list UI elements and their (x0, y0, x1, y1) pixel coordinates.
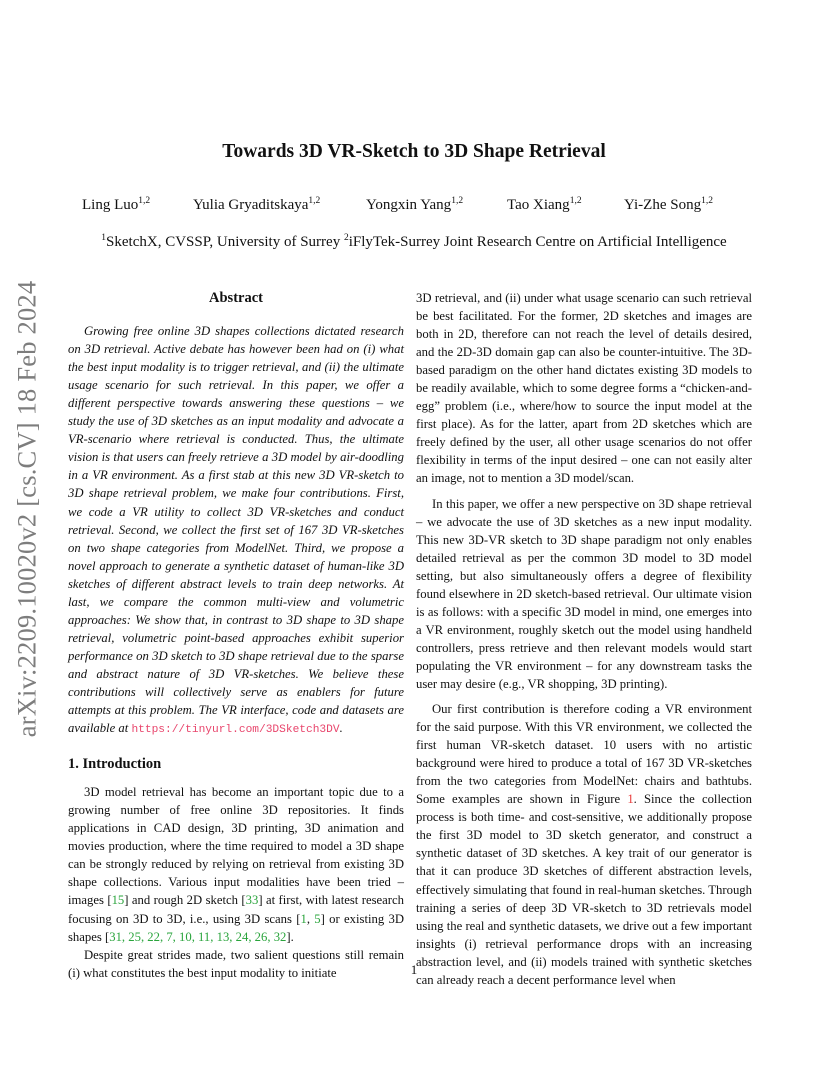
intro-paragraph-1 (68, 783, 404, 945)
author-5 (624, 196, 713, 214)
paper-title: Towards 3D VR-Sketch to 3D Shape Retrieval (222, 141, 606, 162)
author-name: Tao Xiang (507, 197, 570, 213)
citation-link[interactable]: 33 (245, 893, 259, 908)
affiliations (0, 233, 828, 251)
author-affil-mark: 1,2 (308, 196, 321, 206)
arxiv-identifier (7, 280, 47, 737)
citation-link[interactable]: 5 (314, 911, 321, 926)
right-column (416, 289, 752, 996)
author-affil-mark: 1,2 (569, 196, 582, 206)
introduction-body (68, 783, 404, 982)
section-heading-introduction: 1. Introduction (68, 756, 162, 773)
author-name: Yongxin Yang (366, 197, 452, 213)
right-paragraph-2: In this paper, we offer a new perspective on 3D shape retrieval – we advocate the use of 3D sketches as a new input modality. This new 3D-VR sketch to 3D shape paradigm not only enables detailed retrieval as per the common 3D model to 3D model setting, but also simultaneously offers a degree of flexibility found elsewhere in 2D sketch-based retrieval. Our ultimate vision is as follows: with a specific 3D model in mind, one emerges into a VR environment, roughly sketch out the model using handheld controllers, press retrieve and then relevant models would start populating the VR environment – for any downstream tasks the user may desire (e.g., VR shopping, 3D printing). (416, 496, 752, 691)
code-link[interactable]: https://tinyurl.com/3DSketch3DV (131, 724, 340, 737)
text-run: ]. (286, 929, 294, 944)
left-column (68, 289, 404, 982)
abstract-end: . (339, 721, 343, 736)
author-2 (193, 196, 320, 214)
author-1 (82, 196, 150, 214)
abstract-heading: Abstract (209, 290, 263, 306)
author-affil-mark: 1,2 (138, 196, 151, 206)
citation-link[interactable]: 15 (111, 893, 125, 908)
affil-mark-2: 2 (343, 233, 349, 243)
text-run: 3D model retrieval has become an important topic due to a growing number of free online 3D repositories. It finds applications in CAD design, 3D printing, 3D animation and movies production, where the time required to model a 3D shape can be strongly reduced by relying on retrieval from existing 3D shape collections. Various input modalities have been tried – images [ (68, 785, 404, 908)
affiliation-1: SketchX, CVSSP, University of Surrey (106, 234, 344, 250)
author-name: Yi-Zhe Song (624, 197, 702, 213)
text-run: ] and rough 2D sketch [ (124, 893, 246, 908)
intro-paragraph-2: Despite great strides made, two salient questions still remain (i) what constitutes the best input modality to initiate (68, 947, 404, 980)
page-number: 1 (410, 962, 418, 977)
abstract-text (68, 322, 404, 739)
author-affil-mark: 1,2 (701, 196, 713, 206)
text-run: , (306, 911, 315, 926)
author-name: Yulia Gryaditskaya (193, 197, 309, 213)
right-paragraph-1: 3D retrieval, and (ii) under what usage scenario can such retrieval be best facilitated. For the former, 2D sketches and images are both in 2D, therefore can not reach the level of details desired, and the 2D-3D domain gap can also be counter-intuitive. The 3D-based paradigm on the other hand dictates existing 3D models to be readily available, which to some degree forms a “chicken-and-egg” problem (i.e., where/how to source the input model at the first place). As for the latter, apart from 2D sketches which are freely defined by the user, all other usage scenarios do not offer flexibility in terms of the input desired – one can not easily alter an image, not to mention a 3D model/scan. (416, 291, 752, 486)
author-list (0, 196, 828, 216)
abstract-body: Growing free online 3D shapes collections dictated research on 3D retrieval. Active debate has however been had on (i) what the best input modality is to trigger retrieval, and (ii) the ultimate usage scenario for such retrieval. In this paper, we offer a different perspective towards answering these questions – we study the use of 3D sketches as an input modality and advocate a VR-scenario where retrieval is conducted. Thus, the ultimate vision is that users can freely retrieve a 3D model by air-doodling in a VR environment. As a first stab at this new 3D VR-sketch to 3D shape retrieval problem, we make four contributions. First, we code a VR utility to collect 3D VR-sketches and conduct retrieval. Second, we collect the first set of 167 3D VR-sketches on two shape categories from ModelNet. Third, we propose a novel approach to generate a synthetic dataset of human-like 3D sketches of different abstract levels to train deep networks. At last, we compare the common multi-view and volumetric approaches: We show that, in contrast to 3D shape to 3D shape retrieval, volumetric point-based approaches exhibit superior performance on 3D sketch to 3D shape retrieval due to the sparse and abstract nature of 3D VR-sketches. We believe these contributions will collectively serve as enablers for future attempts at this problem. The VR interface, code and datasets are available at (68, 324, 404, 736)
author-affil-mark: 1,2 (451, 196, 464, 206)
citation-link[interactable]: 31, 25, 22, 7, 10, 11, 13, 24, 26, 32 (109, 929, 287, 944)
affil-mark-1: 1 (101, 233, 107, 243)
figure-reference-link[interactable]: 1 (627, 792, 634, 807)
affiliation-2: iFlyTek-Surrey Joint Research Centre on Artificial Intelligence (348, 234, 727, 250)
text-run: . Since the collection process is both time- and cost-sensitive, we additionally propose the first 3D model to 3D sketch generator, and construct a synthetic dataset of 3D sketches. A key trait of our generator is that it can produce 3D sketches of different abstraction levels, effectively simulating that found in real-human sketches. Through training a series of deep 3D VR-sketch to 3D retrievals model using the real and synthetic datasets, we drive out a few important insights (i) retrieval performance drops with an increasing abstraction level, and (ii) models trained with synthetic sketches can already reach a decent performance level when (416, 792, 752, 987)
text-run: ] or existing 3D shapes [ (68, 911, 404, 944)
author-name: Ling Luo (82, 197, 139, 213)
arxiv-identifier-text: arXiv:2209.10020v2 [cs.CV] 18 Feb 2024 (11, 280, 42, 737)
right-paragraph-3 (416, 700, 752, 989)
abstract (68, 322, 404, 739)
author-4 (507, 196, 582, 214)
citation-link[interactable]: 1 (300, 911, 307, 926)
text-run: ] at first, with latest research focusing on 3D to 3D, i.e., using 3D scans [ (68, 893, 404, 926)
text-run: Our first contribution is therefore coding a VR environment for the said purpose. With this VR environment, we collected the first human VR-sketch dataset. 10 users with no artistic background were hired to produce a total of 167 3D VR-sketches from the two categories from ModelNet: chairs and bathtubs. Some examples are shown in Figure (416, 702, 752, 807)
author-3 (366, 196, 463, 214)
